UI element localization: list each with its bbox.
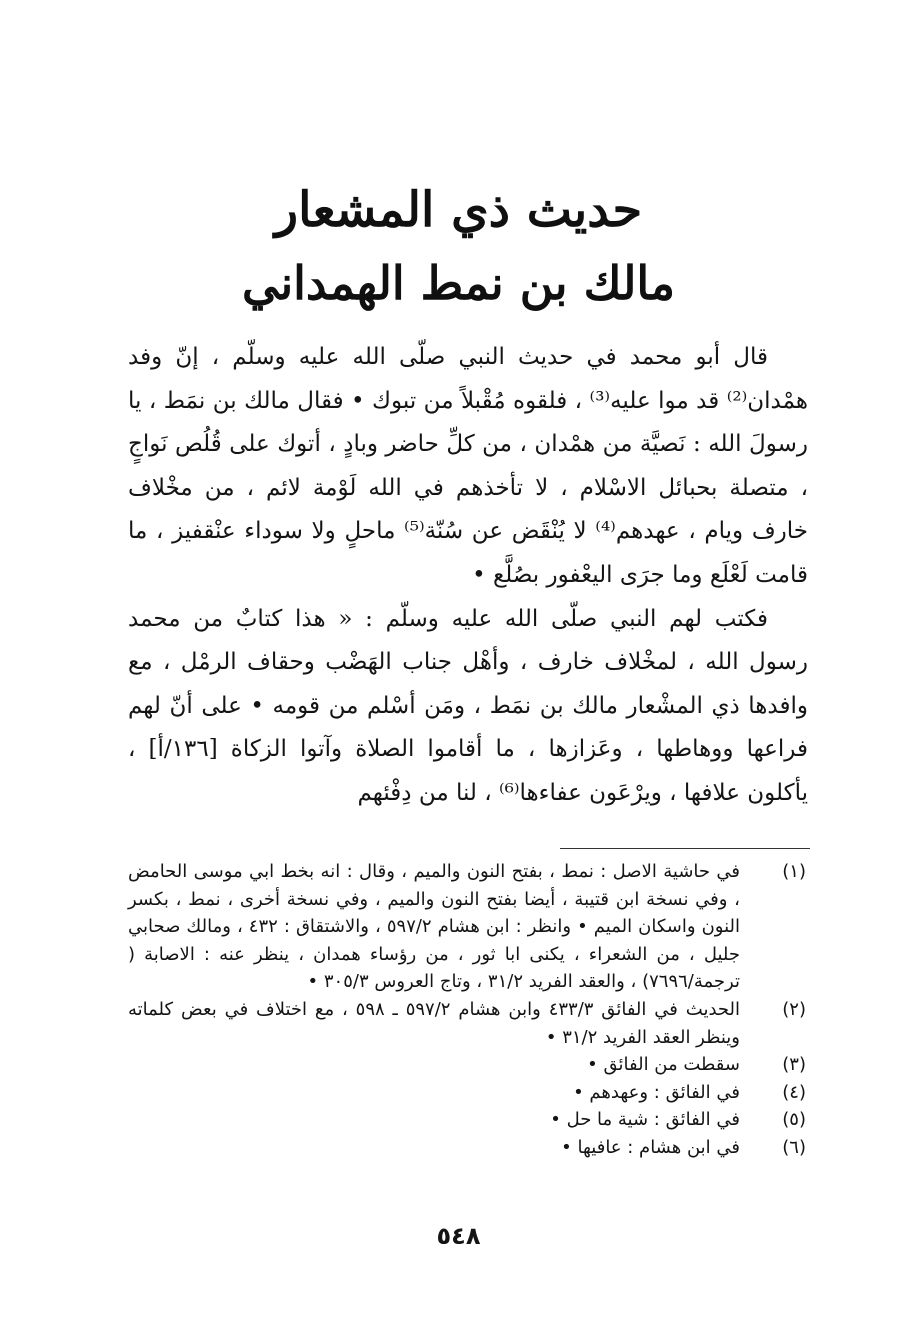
main-text	[128, 336, 808, 816]
footnote-number: (١)	[782, 861, 806, 882]
footnote-number: (٥)	[782, 1109, 806, 1131]
footnote-number: (٣)	[782, 1054, 806, 1076]
footnote	[128, 1079, 806, 1107]
footnote	[128, 858, 806, 996]
footnote	[128, 996, 806, 1051]
footnote-text: سقطت من الفائق •	[587, 1054, 740, 1076]
footnote-text: في ابن هشام : عافيها •	[561, 1136, 740, 1158]
footnote-text: في الفائق : شية ما حل •	[550, 1109, 740, 1131]
footnote-text: في الفائق : وعهدهم •	[573, 1081, 740, 1103]
footnote-text: الحديث في الفائق ٤٣٣/٣ وابن هشام ٥٩٧/٢ ـ ٥٩٨ ، مع اختلاف في بعض كلماته وينظر العقد الفريد ٣١/٢ •	[128, 998, 741, 1048]
page-number: ٥٤٨	[436, 1222, 481, 1250]
footnote-text: في حاشية الاصل : نمط ، بفتح النون والميم ، وقال : انه بخط ابي موسى الحامض ، وفي نسخة ابن قتيبة ، أيضا بفتح النون والميم ، وفي نسخة أخرى ، نمط ، بكسر النون واسكان الميم • وانظر : ابن هشام ٥٩٧/٢ ، والاشتقاق : ٤٣٢ ، ومالك صحابي جليل ، من الشعراء ، يكنى ابا ثور ، من رؤساء همدان ، ينظر عنه : الاصابة ( ترجمة/٧٦٩٦) ، والعقد الفريد ٣١/٢ ، وتاج العروس ٣٠٥/٣ •	[128, 861, 741, 993]
footnote-number: (٢)	[782, 998, 806, 1020]
footnotes	[128, 858, 806, 1162]
paragraph: فكتب لهم النبي صلّى الله عليه وسلّم : « هذا كتابٌ من محمد رسول الله ، لمخْلاف خارف ، وأهْل جناب الهَضْب وحقاف الرمْل ، مع وافدها ذي المشْعار مالك بن نمَط ، ومَن أسْلم من قومه • على أنّ لهم فراعها ووهاطها ، وعَزازها ، ما أقاموا الصلاة وآتوا الزكاة [١٣٦/أ] ، يأكلون علافها ، ويرْعَون عفاءها⁽⁶⁾ ، لنا من دِفْئهم	[128, 605, 808, 806]
paragraph: قال أبو محمد في حديث النبي صلّى الله عليه وسلّم ، إنّ وفد همْدان⁽²⁾ قد موا عليه⁽³⁾ ، فلقوه مُقْبلاً من تبوك • فقال مالك بن نمَط ، يا رسولَ الله : نَصيَّة من همْدان ، من كلِّ حاضر وبادٍ ، أتوك على قُلُص نَواجٍ ، متصلة بحبائل الاسْلام ، لا تأخذهم في الله لَوْمة لائم ، من مخْلاف خارف ويام ، عهدهم⁽⁴⁾ لا يُنْقَض عن سُنّة⁽⁵⁾ ماحلٍ ولا سوداء عنْقفيز ، ما قامت لَعْلَع وما جرَى اليعْفور بصُلَّع •	[128, 344, 809, 588]
chapter-title: حديث ذي المشعار	[274, 182, 643, 238]
footnote-number: (٤)	[782, 1081, 806, 1103]
footnote	[128, 1051, 806, 1079]
footnote	[128, 1106, 806, 1134]
footnote-number: (٦)	[782, 1136, 806, 1158]
footnote	[128, 1134, 806, 1162]
chapter-subtitle: مالك بن نمط الهمداني	[241, 256, 676, 310]
footnote-divider	[560, 848, 810, 849]
